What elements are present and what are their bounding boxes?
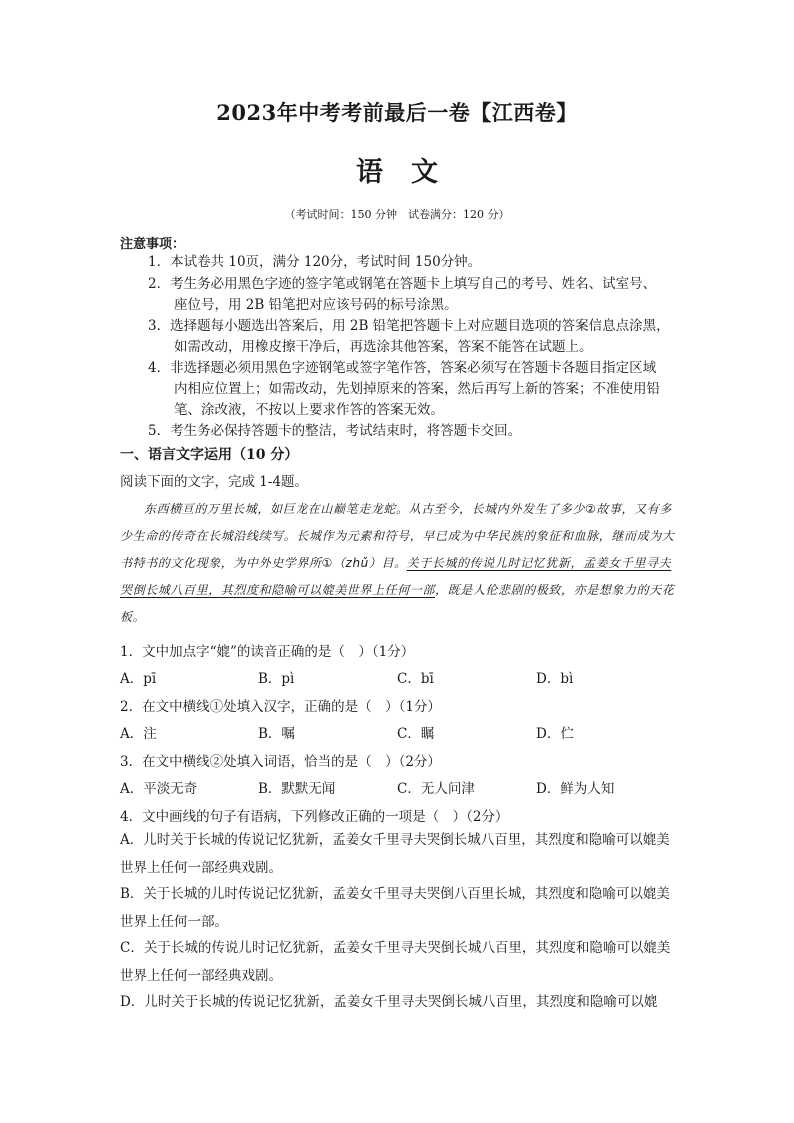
question-4-stem: 4．文中画线的句子有语病，下列修改正确的一项是（ ）（2分） xyxy=(120,809,509,825)
note-line: 2．考生务必用黑色字迹的签字笔或钢笔在答题卡上填写自己的考号、姓名、试室号、 xyxy=(148,276,657,292)
note-line: 笔、涂改液，不按以上要求作答的答案无效。 xyxy=(174,402,444,418)
section-instruction: 阅读下面的文字，完成 1-4题。 xyxy=(120,474,309,490)
reading-passage xyxy=(120,496,676,631)
note-item-1 xyxy=(148,252,688,273)
note-item-5 xyxy=(148,421,688,442)
note-line: 4．非选择题必须用黑色字迹钢笔或签字笔作答，答案必须写在答题卡各题目指定区域 xyxy=(148,360,657,376)
question-3-option-b: B．默默无闻 xyxy=(258,781,336,797)
question-2-stem: 2．在文中横线①处填入汉字，正确的是（ ）（1分） xyxy=(120,699,441,715)
section-heading: 一、语言文字运用（10 分） xyxy=(120,447,299,463)
passage-underlined-sentence: 关于长城的传说儿时记忆犹新，孟姜女千里寻夫哭倒长城八百里，其烈度和隐喻可以媲美世界上任何一部 xyxy=(120,556,672,597)
question-3-option-a: A．平淡无奇 xyxy=(120,781,198,797)
exam-info: （考试时间：150 分钟 试卷满分：120 分） xyxy=(284,208,510,221)
notes-heading: 注意事项： xyxy=(120,237,186,252)
question-1-option-c: C．bī xyxy=(397,671,434,687)
question-1-option-d: D．bì xyxy=(536,671,574,687)
passage-text: ，既是人伦悲剧的极致，亦是想象力的天花板。 xyxy=(120,583,675,624)
question-2-option-c: C．瞩 xyxy=(397,726,435,742)
note-item-4 xyxy=(148,358,688,421)
exam-title: 2023年中考考前最后一卷【江西卷】 xyxy=(216,100,578,125)
question-3-option-c: C．无人问津 xyxy=(397,781,475,797)
question-3-stem: 3．在文中横线②处填入词语，恰当的是（ ）（2分） xyxy=(120,754,441,770)
note-line: 座位号，用 2B 铅笔把对应该号码的标号涂黑。 xyxy=(174,297,458,313)
note-line: 5．考生务必保持答题卡的整洁，考试结束时，将答题卡交回。 xyxy=(148,423,522,439)
subject-title: 语文 xyxy=(356,157,466,188)
note-line: 3．选择题每小题选出答案后，用 2B 铅笔把答题卡上对应题目选项的答案信息点涂黑， xyxy=(148,318,670,334)
note-line: 1．本试卷共 10页，满分 120分，考试时间 150分钟。 xyxy=(148,254,482,270)
question-1-option-a: A．pī xyxy=(120,671,157,687)
note-line: 内相应位置上；如需改动，先划掉原来的答案，然后再写上新的答案；不准使用铅 xyxy=(174,381,660,397)
note-line: 如需改动，用橡皮擦干净后，再选涂其他答案，答案不能答在试题上。 xyxy=(174,339,593,355)
note-item-2 xyxy=(148,274,688,316)
question-1-stem: 1．文中加点字“媲”的读音正确的是（ ）（1分） xyxy=(120,644,415,660)
question-3-option-d: D．鲜为人知 xyxy=(536,781,615,797)
question-4-option-d: D．儿时关于长城的传说记忆犹新，孟姜女千里寻夫哭倒长城八百里，其烈度和隐喻可以媲 xyxy=(120,994,658,1010)
question-4-option-a: A．儿时关于长城的传说记忆犹新，孟姜女千里寻夫哭倒长城八百里，其烈度和隐喻可以媲美世界上任何一部经典戏剧。 xyxy=(120,832,670,876)
note-item-3 xyxy=(148,316,688,358)
question-1-option-b: B．pì xyxy=(258,671,295,687)
passage-text: 东西横亘的万里长城，如巨龙在山巅笔走龙蛇。从古至今，长城内外发生了多少②故事，又有多少生命的传奇在长城沿线续写。长城作为元素和符号，早已成为中华民族的象征和血脉，继而成为大书特书的文化现象，为中外史学界所①（zhǔ）目。 xyxy=(120,502,675,570)
question-2-option-b: B．嘱 xyxy=(258,726,295,742)
question-4-option-b: B．关于长城的儿时传说记忆犹新，孟姜女千里寻夫哭倒八百里长城，其烈度和隐喻可以媲美世界上任何一部。 xyxy=(120,886,670,930)
question-2-option-d: D．伫 xyxy=(536,726,574,742)
question-4-option-c: C．关于长城的传说儿时记忆犹新，孟姜女千里寻夫哭倒长城八百里，其烈度和隐喻可以媲美世界上任何一部经典戏剧。 xyxy=(120,940,671,984)
question-2-option-a: A．注 xyxy=(120,726,157,742)
